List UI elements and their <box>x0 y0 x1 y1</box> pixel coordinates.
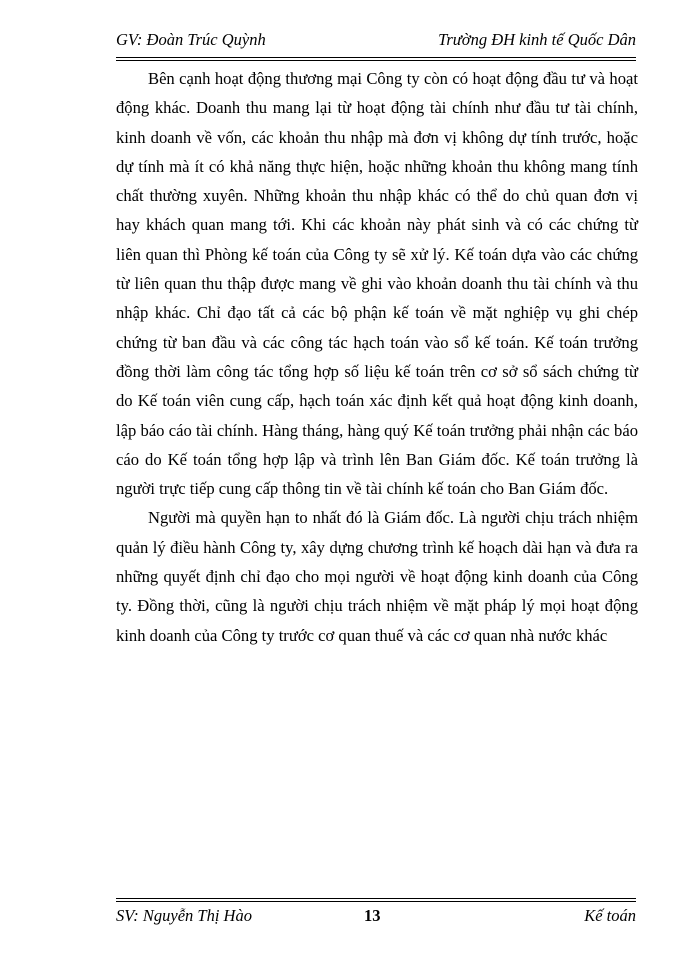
header-divider <box>116 57 636 61</box>
page-number: 13 <box>364 906 381 925</box>
paragraph-2: Người mà quyền hạn to nhất đó là Giám đốc. Là người chịu trách nhiệm quản lý điều hành Công ty, xây dựng chương trình kế hoạch dài hạn và đưa ra những quyết định chỉ đạo cho mọi người về hoạt động kinh doanh của Công ty. Đồng thời, cũng là người chịu trách nhiệm về mặt pháp lý mọi hoạt động kinh doanh của Công ty trước cơ quan thuế và các cơ quan nhà nước khác <box>116 508 638 645</box>
footer-subject: Kế toán <box>584 906 636 925</box>
footer-divider <box>116 898 636 902</box>
page-footer <box>116 906 636 930</box>
body-text <box>116 64 638 650</box>
header-university: Trường ĐH kinh tế Quốc Dân <box>438 30 636 49</box>
header-lecturer: GV: Đoàn Trúc Quỳnh <box>116 30 266 49</box>
page-header <box>116 30 636 50</box>
footer-student: SV: Nguyễn Thị Hào <box>116 906 252 925</box>
paragraph-1: Bên cạnh hoạt động thương mại Công ty còn có hoạt động đầu tư và hoạt động khác. Doanh thu mang lại từ hoạt động tài chính như đầu tư tài chính, kinh doanh về vốn, các khoản thu nhập mà đơn vị không dự tính trước, hoặc dự tính mà ít có khả năng thực hiện, hoặc những khoản thu không mang tính chất thường xuyên. Những khoản thu nhập khác có thể do chủ quan đơn vị hay khách quan mang tới. Khi các khoản này phát sinh và có các chứng từ liên quan thì Phòng kế toán của Công ty sẽ xử lý. Kế toán dựa vào các chứng từ liên quan thu thập được mang về ghi vào khoản doanh thu tài chính và thu nhập khác. Chỉ đạo tất cả các bộ phận kế toán về mặt nghiệp vụ ghi chép chứng từ ban đầu và các công tác hạch toán vào sổ kế toán. Kế toán trưởng đồng thời làm công tác tổng hợp số liệu kế toán trên cơ sở sổ sách chứng từ do Kế toán viên cung cấp, hạch toán xác định kết quả hoạt động kinh doanh, lập báo cáo tài chính. Hàng tháng, hàng quý Kế toán trưởng phải nhận các báo cáo do Kế toán tổng hợp lập và trình lên Ban Giám đốc. Kế toán trưởng là người trực tiếp cung cấp thông tin về tài chính kế toán cho Ban Giám đốc. <box>116 69 638 499</box>
